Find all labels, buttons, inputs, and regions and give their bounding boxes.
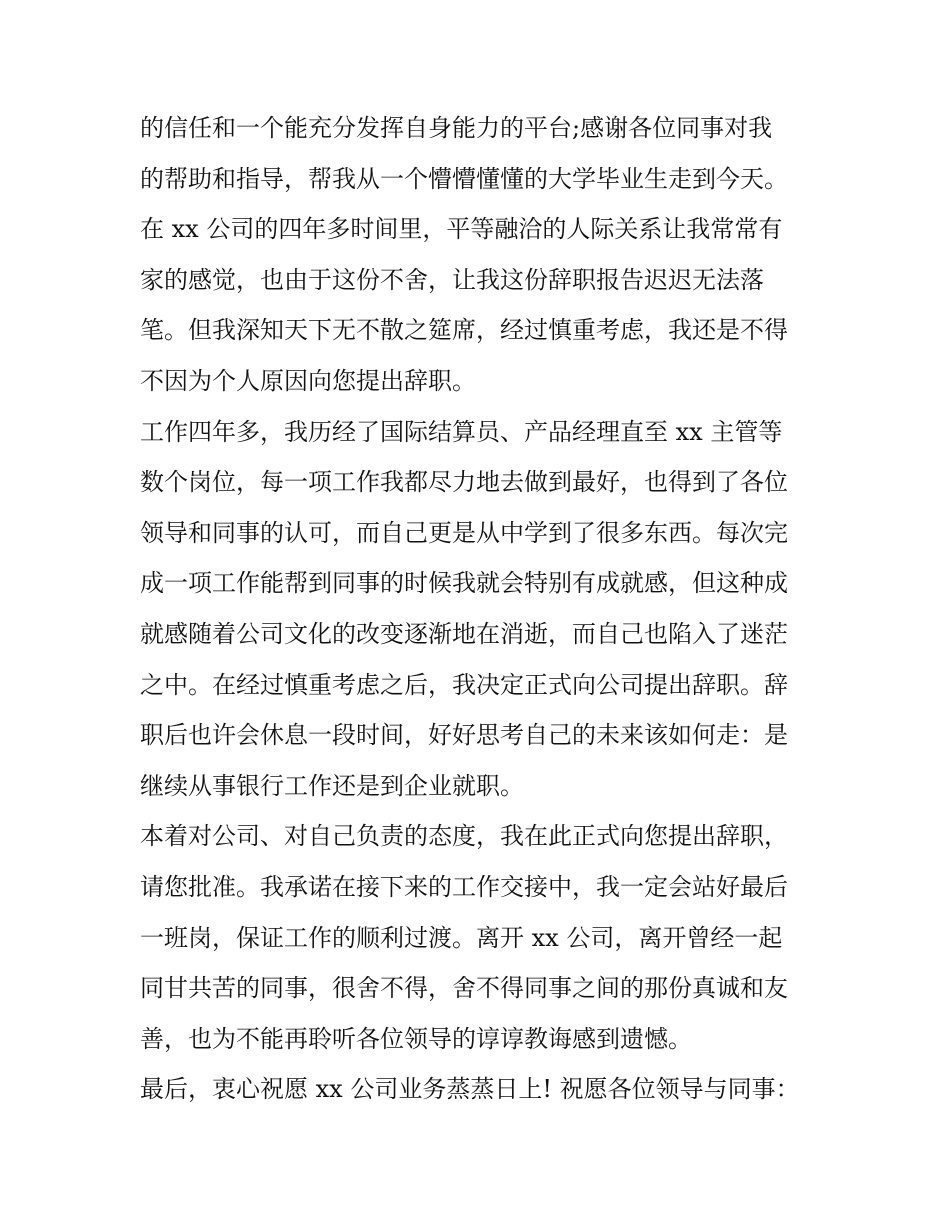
text-line: 同甘共苦的同事，很舍不得，舍不得同事之间的那份真诚和友 (140, 974, 788, 1003)
text-line: 成一项工作能帮到同事的时候我就会特别有成就感，但这种成 (140, 569, 788, 598)
text-line: 领导和同事的认可，而自己更是从中学到了很多东西。每次完 (140, 518, 788, 547)
text-line: 在 xx 公司的四年多时间里，平等融洽的人际关系让我常常有 (140, 215, 783, 244)
text-line: 本着对公司、对自己负责的态度，我在此正式向您提出辞职， (140, 822, 788, 851)
letter-body (140, 103, 820, 1115)
text-line: 工作四年多，我历经了国际结算员、产品经理直至 xx 主管等 (140, 417, 783, 446)
text-line: 善，也为不能再聆听各位领导的谆谆教诲感到遗憾。 (140, 1024, 692, 1053)
text-line: 笔。但我深知天下无不散之筵席，经过慎重考虑，我还是不得 (140, 316, 788, 345)
text-line: 最后，衷心祝愿 xx 公司业务蒸蒸日上! 祝愿各位领导与同事： (140, 1075, 800, 1104)
text-line: 的信任和一个能充分发挥自身能力的平台;感谢各位同事对我 (140, 114, 773, 142)
text-line: 请您批准。我承诺在接下来的工作交接中，我一定会站好最后 (140, 872, 788, 901)
text-line: 职后也许会休息一段时间，好好思考自己的未来该如何走：是 (140, 721, 788, 750)
text-line: 不因为个人原因向您提出辞职。 (140, 366, 476, 395)
text-line: 就感随着公司文化的改变逐渐地在消逝，而自己也陷入了迷茫 (140, 619, 788, 648)
text-line: 之中。在经过慎重考虑之后，我决定正式向公司提出辞职。辞 (140, 670, 788, 699)
text-line: 继续从事银行工作还是到企业就职。 (140, 771, 524, 800)
text-line: 的帮助和指导，帮我从一个懵懵懂懂的大学毕业生走到今天。 (140, 164, 788, 193)
text-line: 数个岗位，每一项工作我都尽力地去做到最好，也得到了各位 (140, 468, 788, 497)
text-line: 一班岗，保证工作的顺利过渡。离开 xx 公司，离开曾经一起 (140, 923, 783, 952)
text-line: 家的感觉，也由于这份不舍，让我这份辞职报告迟迟无法落 (140, 265, 764, 294)
